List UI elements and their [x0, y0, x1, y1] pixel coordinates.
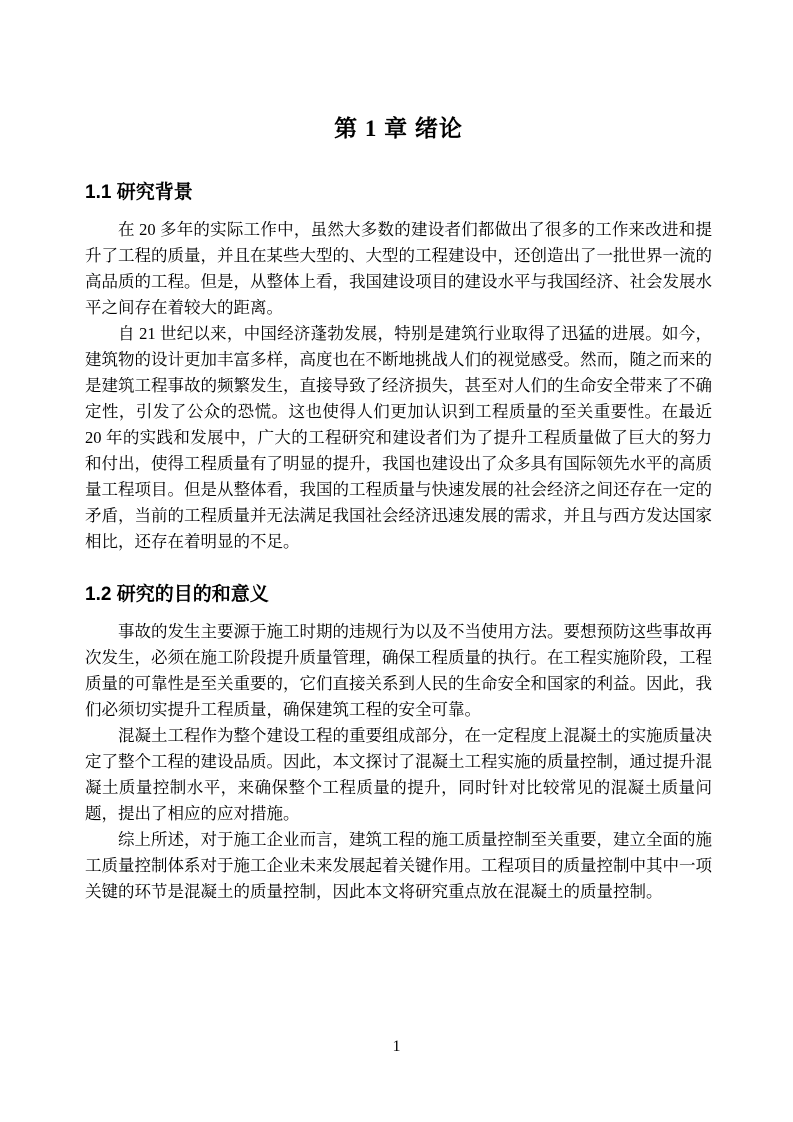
page-content [85, 112, 712, 905]
section-purpose-significance [85, 582, 712, 905]
paragraph: 自 21 世纪以来，中国经济蓬勃发展，特别是建筑行业取得了迅猛的进展。如今，建筑物的设计更加丰富多样，高度也在不断地挑战人们的视觉感受。然而，随之而来的是建筑工程事故的频繁发生，直接导致了经济损失，甚至对人们的生命安全带来了不确定性，引发了公众的恐慌。这也使得人们更加认识到工程质量的至关重要性。在最近 20 年的实践和发展中，广大的工程研究和建设者们为了提升工程质量做了巨大的努力和付出，使得工程质量有了明显的提升，我国也建设出了众多具有国际领先水平的高质量工程项目。但是从整体看，我国的工程质量与快速发展的社会经济之间还存在一定的矛盾，当前的工程质量并无法满足我国社会经济迅速发展的需求，并且与西方发达国家相比，还存在着明显的不足。 [85, 324, 712, 551]
paragraph: 在 20 多年的实际工作中，虽然大多数的建设者们都做出了很多的工作来改进和提升了工程的质量，并且在某些大型的、大型的工程建设中，还创造出了一批世界一流的高品质的工程。但是，从整体上看，我国建设项目的建设水平与我国经济、社会发展水平之间存在着较大的距离。 [85, 220, 712, 317]
paragraph: 混凝土工程作为整个建设工程的重要组成部分，在一定程度上混凝土的实施质量决定了整个工程的建设品质。因此，本文探讨了混凝土工程实施的质量控制，通过提升混凝土质量控制水平，来确保整个工程质量的提升，同时针对比较常见的混凝土质量问题，提出了相应的应对措施。 [85, 726, 712, 823]
paragraph: 综上所述，对于施工企业而言，建筑工程的施工质量控制至关重要，建立全面的施工质量控制体系对于施工企业未来发展起着关键作用。工程项目的质量控制中其中一项关键的环节是混凝土的质量控制，因此本文将研究重点放在混凝土的质量控制。 [85, 830, 712, 901]
section-research-background [85, 180, 712, 555]
paragraph: 事故的发生主要源于施工时期的违规行为以及不当使用方法。要想预防这些事故再次发生，必须在施工阶段提升质量管理，确保工程质量的执行。在工程实施阶段，工程质量的可靠性是至关重要的，它们直接关系到人民的生命安全和国家的利益。因此，我们必须切实提升工程质量，确保建筑工程的安全可靠。 [85, 622, 712, 719]
section-heading-1-2: 1.2 研究的目的和意义 [85, 584, 269, 605]
section-heading-1-1: 1.1 研究背景 [85, 182, 193, 203]
page-number: 1 [392, 1038, 401, 1055]
chapter-title: 第 1 章 绪论 [334, 116, 463, 141]
